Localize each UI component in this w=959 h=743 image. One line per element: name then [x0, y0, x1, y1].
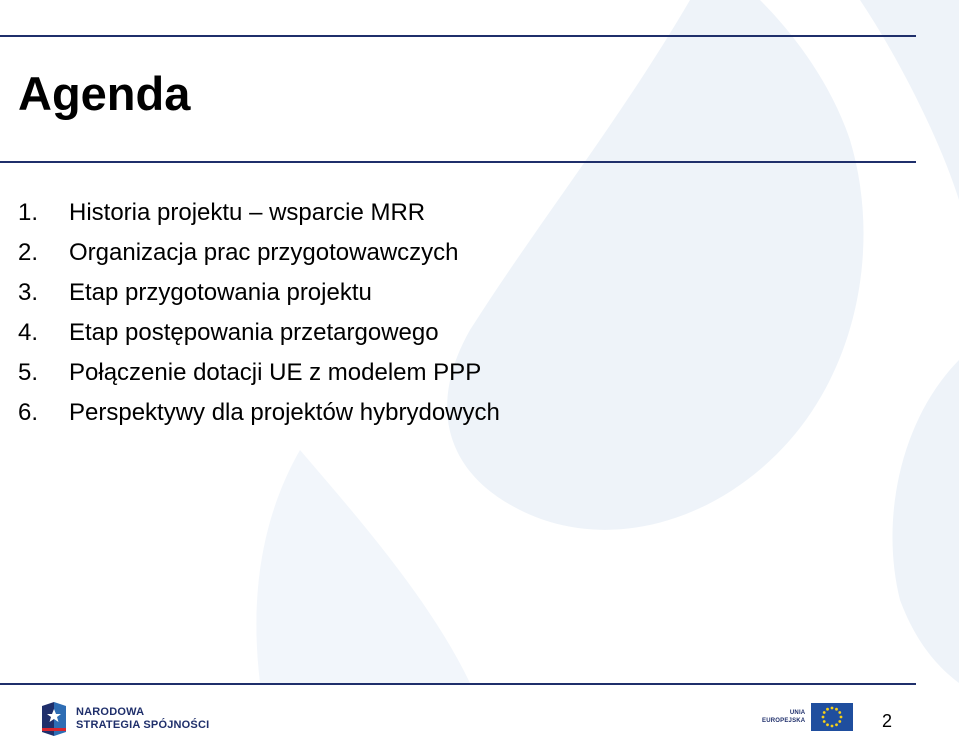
eu-logo [762, 703, 853, 731]
agenda-item [18, 313, 500, 353]
agenda-item [18, 273, 500, 313]
nss-logo-line1: NARODOWA [76, 706, 145, 718]
agenda-item-text: Etap przygotowania projektu [69, 279, 372, 306]
agenda-item-number: 1. [18, 199, 39, 226]
agenda-item-number: 2. [18, 239, 39, 266]
narodowa-strategia-spojnosci-logo-icon [40, 700, 68, 738]
eu-logo-line1: UNIA [789, 710, 806, 716]
agenda-item [18, 353, 500, 393]
agenda-item-text: Etap postępowania przetargowego [69, 319, 439, 346]
eu-logo-text [762, 709, 805, 725]
top-rule [0, 35, 916, 37]
nss-logo-text [76, 706, 209, 732]
agenda-item-text: Organizacja prac przygotowawczych [69, 239, 459, 266]
slide-title: Agenda [18, 67, 191, 120]
agenda-item-text: Historia projektu – wsparcie MRR [69, 199, 426, 226]
eu-flag-icon [811, 703, 853, 731]
agenda-item-number: 4. [18, 319, 39, 346]
title-underline-rule [0, 161, 916, 163]
agenda-item [18, 233, 500, 273]
footer-rule [0, 683, 916, 685]
nss-logo-line2: STRATEGIA SPÓJNOŚCI [76, 719, 210, 731]
eu-logo-line2: EUROPEJSKA [762, 718, 806, 724]
agenda-list [18, 193, 500, 433]
agenda-item-text: Perspektywy dla projektów hybrydowych [69, 399, 500, 426]
agenda-item [18, 193, 500, 233]
agenda-item-number: 6. [18, 399, 39, 426]
page-number: 2 [882, 711, 893, 731]
agenda-item-number: 5. [18, 359, 39, 386]
nss-logo [40, 700, 209, 738]
agenda-item [18, 393, 500, 433]
agenda-item-number: 3. [18, 279, 39, 306]
agenda-item-text: Połączenie dotacji UE z modelem PPP [69, 359, 482, 386]
